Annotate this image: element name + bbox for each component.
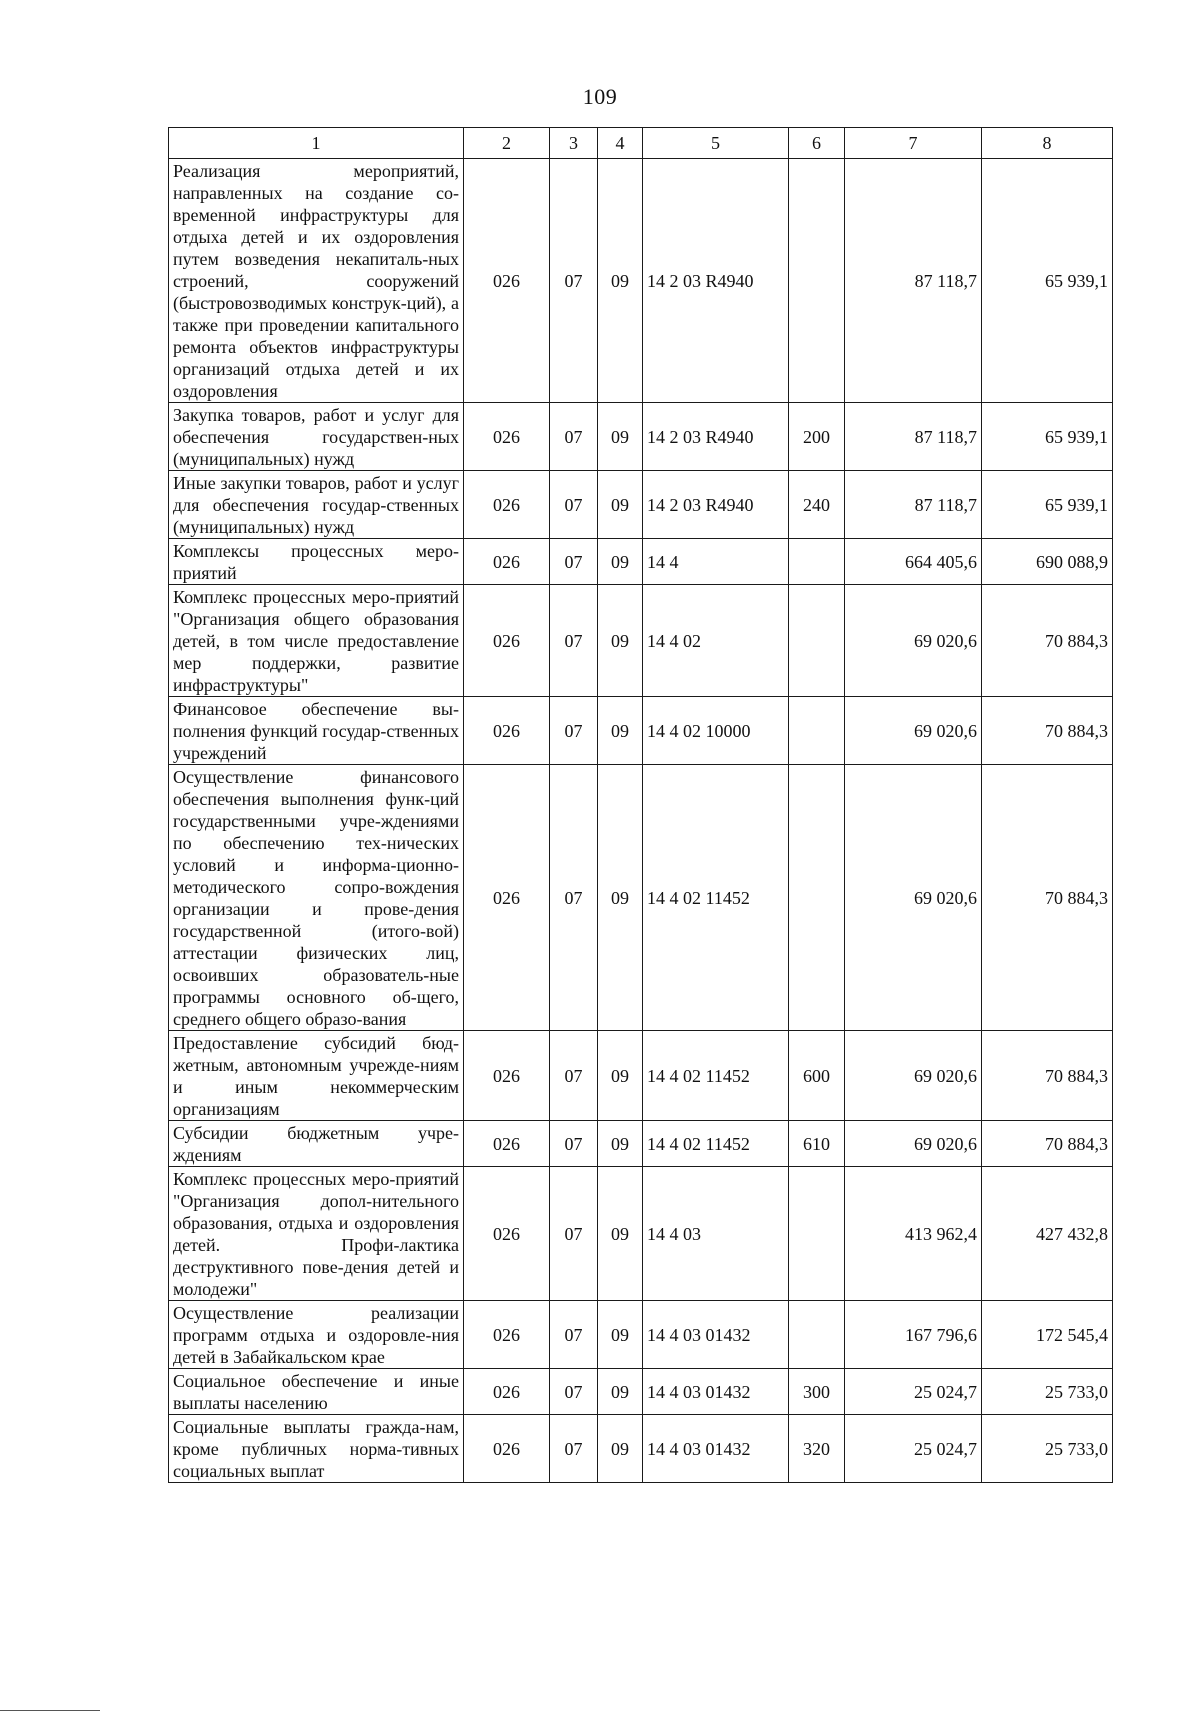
cell-col3: 07 (550, 539, 598, 585)
cell-col2: 026 (464, 765, 550, 1031)
cell-col5: 14 4 02 10000 (643, 697, 789, 765)
cell-col5: 14 4 02 11452 (643, 1121, 789, 1167)
table-row (169, 697, 1113, 765)
cell-col3: 07 (550, 159, 598, 403)
cell-col4: 09 (598, 585, 643, 697)
page-edge-line (0, 1710, 100, 1711)
table-row (169, 1121, 1113, 1167)
table-row (169, 1369, 1113, 1415)
cell-col5: 14 4 03 (643, 1167, 789, 1301)
cell-col7: 87 118,7 (845, 159, 982, 403)
cell-col5: 14 2 03 R4940 (643, 159, 789, 403)
table-row (169, 1301, 1113, 1369)
cell-col6: 200 (789, 403, 845, 471)
cell-col2: 026 (464, 539, 550, 585)
cell-col2: 026 (464, 1031, 550, 1121)
cell-col7: 69 020,6 (845, 585, 982, 697)
table-row (169, 1031, 1113, 1121)
cell-col7: 664 405,6 (845, 539, 982, 585)
table-row (169, 471, 1113, 539)
cell-col8: 25 733,0 (982, 1415, 1113, 1483)
cell-col5: 14 4 02 (643, 585, 789, 697)
cell-col3: 07 (550, 1031, 598, 1121)
cell-col8: 70 884,3 (982, 765, 1113, 1031)
cell-col5: 14 4 02 11452 (643, 765, 789, 1031)
cell-col4: 09 (598, 1415, 643, 1483)
cell-col5: 14 4 02 11452 (643, 1031, 789, 1121)
cell-name: Осуществление реализации программ отдыха и оздоровле-ния детей в Забайкальском крае (169, 1301, 464, 1369)
cell-col6 (789, 1167, 845, 1301)
cell-col4: 09 (598, 1031, 643, 1121)
cell-col2: 026 (464, 471, 550, 539)
column-header: 6 (789, 128, 845, 159)
budget-table (168, 127, 1113, 1483)
cell-col8: 70 884,3 (982, 1121, 1113, 1167)
cell-col3: 07 (550, 585, 598, 697)
table-row (169, 765, 1113, 1031)
cell-col8: 70 884,3 (982, 697, 1113, 765)
table-row (169, 1167, 1113, 1301)
cell-col4: 09 (598, 1369, 643, 1415)
cell-col4: 09 (598, 403, 643, 471)
cell-col6 (789, 159, 845, 403)
cell-name: Осуществление финансового обеспечения выполнения функ-ций государственными учре-ждениями по обеспечению тех-нических условий и информа-ционно-методического сопро-вождения организации и прове-дения государственной (итого-вой) аттестации физических лиц, освоивших образователь-ные программы основного об-щего, среднего общего образо-вания (169, 765, 464, 1031)
cell-col5: 14 2 03 R4940 (643, 403, 789, 471)
table-row (169, 403, 1113, 471)
cell-col4: 09 (598, 1121, 643, 1167)
cell-col6 (789, 585, 845, 697)
cell-col5: 14 4 03 01432 (643, 1301, 789, 1369)
cell-name: Реализация мероприятий, направленных на создание со-временной инфраструктуры для отдыха детей и их оздоровления путем возведения некапиталь-ных строений, сооружений (быстровозводимых конструк-ций), а также при проведении капитального ремонта объектов инфраструктуры организаций отдыха детей и их оздоровления (169, 159, 464, 403)
cell-name: Предоставление субсидий бюд-жетным, автономным учрежде-ниям и иным некоммерческим организациям (169, 1031, 464, 1121)
cell-col7: 87 118,7 (845, 403, 982, 471)
cell-name: Субсидии бюджетным учре-ждениям (169, 1121, 464, 1167)
cell-col6: 600 (789, 1031, 845, 1121)
cell-name: Комплекс процессных меро-приятий "Организация общего образования детей, в том числе предоставление мер поддержки, развитие инфраструктуры" (169, 585, 464, 697)
cell-col7: 69 020,6 (845, 1121, 982, 1167)
cell-name: Иные закупки товаров, работ и услуг для обеспечения государ-ственных (муниципальных) нужд (169, 471, 464, 539)
column-header: 3 (550, 128, 598, 159)
cell-col7: 413 962,4 (845, 1167, 982, 1301)
table-body (169, 159, 1113, 1483)
cell-col4: 09 (598, 765, 643, 1031)
cell-col4: 09 (598, 697, 643, 765)
column-header: 7 (845, 128, 982, 159)
cell-col3: 07 (550, 1415, 598, 1483)
page-number: 109 (582, 84, 618, 109)
table-row (169, 539, 1113, 585)
cell-col3: 07 (550, 1121, 598, 1167)
cell-col2: 026 (464, 403, 550, 471)
cell-col4: 09 (598, 159, 643, 403)
cell-col7: 25 024,7 (845, 1369, 982, 1415)
cell-col6: 300 (789, 1369, 845, 1415)
column-header: 5 (643, 128, 789, 159)
cell-col6 (789, 1301, 845, 1369)
cell-col2: 026 (464, 585, 550, 697)
column-header: 8 (982, 128, 1113, 159)
column-header: 2 (464, 128, 550, 159)
cell-name: Социальные выплаты гражда-нам, кроме публичных норма-тивных социальных выплат (169, 1415, 464, 1483)
cell-col6: 320 (789, 1415, 845, 1483)
cell-col3: 07 (550, 1167, 598, 1301)
cell-col7: 167 796,6 (845, 1301, 982, 1369)
cell-col6 (789, 539, 845, 585)
cell-col3: 07 (550, 1369, 598, 1415)
cell-col5: 14 4 03 01432 (643, 1415, 789, 1483)
cell-col3: 07 (550, 697, 598, 765)
cell-col2: 026 (464, 1301, 550, 1369)
cell-name: Закупка товаров, работ и услуг для обеспечения государствен-ных (муниципальных) нужд (169, 403, 464, 471)
cell-col2: 026 (464, 159, 550, 403)
cell-col8: 25 733,0 (982, 1369, 1113, 1415)
cell-col8: 65 939,1 (982, 471, 1113, 539)
cell-col6: 610 (789, 1121, 845, 1167)
cell-name: Финансовое обеспечение вы-полнения функций государ-ственных учреждений (169, 697, 464, 765)
cell-col3: 07 (550, 471, 598, 539)
column-header: 4 (598, 128, 643, 159)
cell-col6 (789, 697, 845, 765)
cell-col6 (789, 765, 845, 1031)
cell-col8: 70 884,3 (982, 1031, 1113, 1121)
cell-col5: 14 4 (643, 539, 789, 585)
table-row (169, 585, 1113, 697)
cell-col3: 07 (550, 765, 598, 1031)
cell-col6: 240 (789, 471, 845, 539)
cell-col4: 09 (598, 1167, 643, 1301)
cell-col8: 65 939,1 (982, 159, 1113, 403)
cell-name: Комплексы процессных меро-приятий (169, 539, 464, 585)
table-row (169, 159, 1113, 403)
cell-col2: 026 (464, 1415, 550, 1483)
cell-name: Комплекс процессных меро-приятий "Организация допол-нительного образования, отдыха и оздоровления детей. Профи-лактика деструктивного пове-дения детей и молодежи" (169, 1167, 464, 1301)
cell-col5: 14 4 03 01432 (643, 1369, 789, 1415)
cell-col8: 427 432,8 (982, 1167, 1113, 1301)
cell-col7: 69 020,6 (845, 765, 982, 1031)
cell-col2: 026 (464, 1369, 550, 1415)
cell-col7: 69 020,6 (845, 697, 982, 765)
table-header-row (169, 128, 1113, 159)
cell-col2: 026 (464, 1121, 550, 1167)
cell-col4: 09 (598, 471, 643, 539)
cell-col4: 09 (598, 1301, 643, 1369)
cell-col8: 690 088,9 (982, 539, 1113, 585)
cell-name: Социальное обеспечение и иные выплаты населению (169, 1369, 464, 1415)
cell-col8: 172 545,4 (982, 1301, 1113, 1369)
cell-col3: 07 (550, 403, 598, 471)
cell-col2: 026 (464, 1167, 550, 1301)
cell-col8: 65 939,1 (982, 403, 1113, 471)
cell-col3: 07 (550, 1301, 598, 1369)
table-row (169, 1415, 1113, 1483)
cell-col7: 25 024,7 (845, 1415, 982, 1483)
cell-col5: 14 2 03 R4940 (643, 471, 789, 539)
cell-col8: 70 884,3 (982, 585, 1113, 697)
cell-col2: 026 (464, 697, 550, 765)
cell-col7: 69 020,6 (845, 1031, 982, 1121)
cell-col7: 87 118,7 (845, 471, 982, 539)
cell-col4: 09 (598, 539, 643, 585)
column-header: 1 (169, 128, 464, 159)
